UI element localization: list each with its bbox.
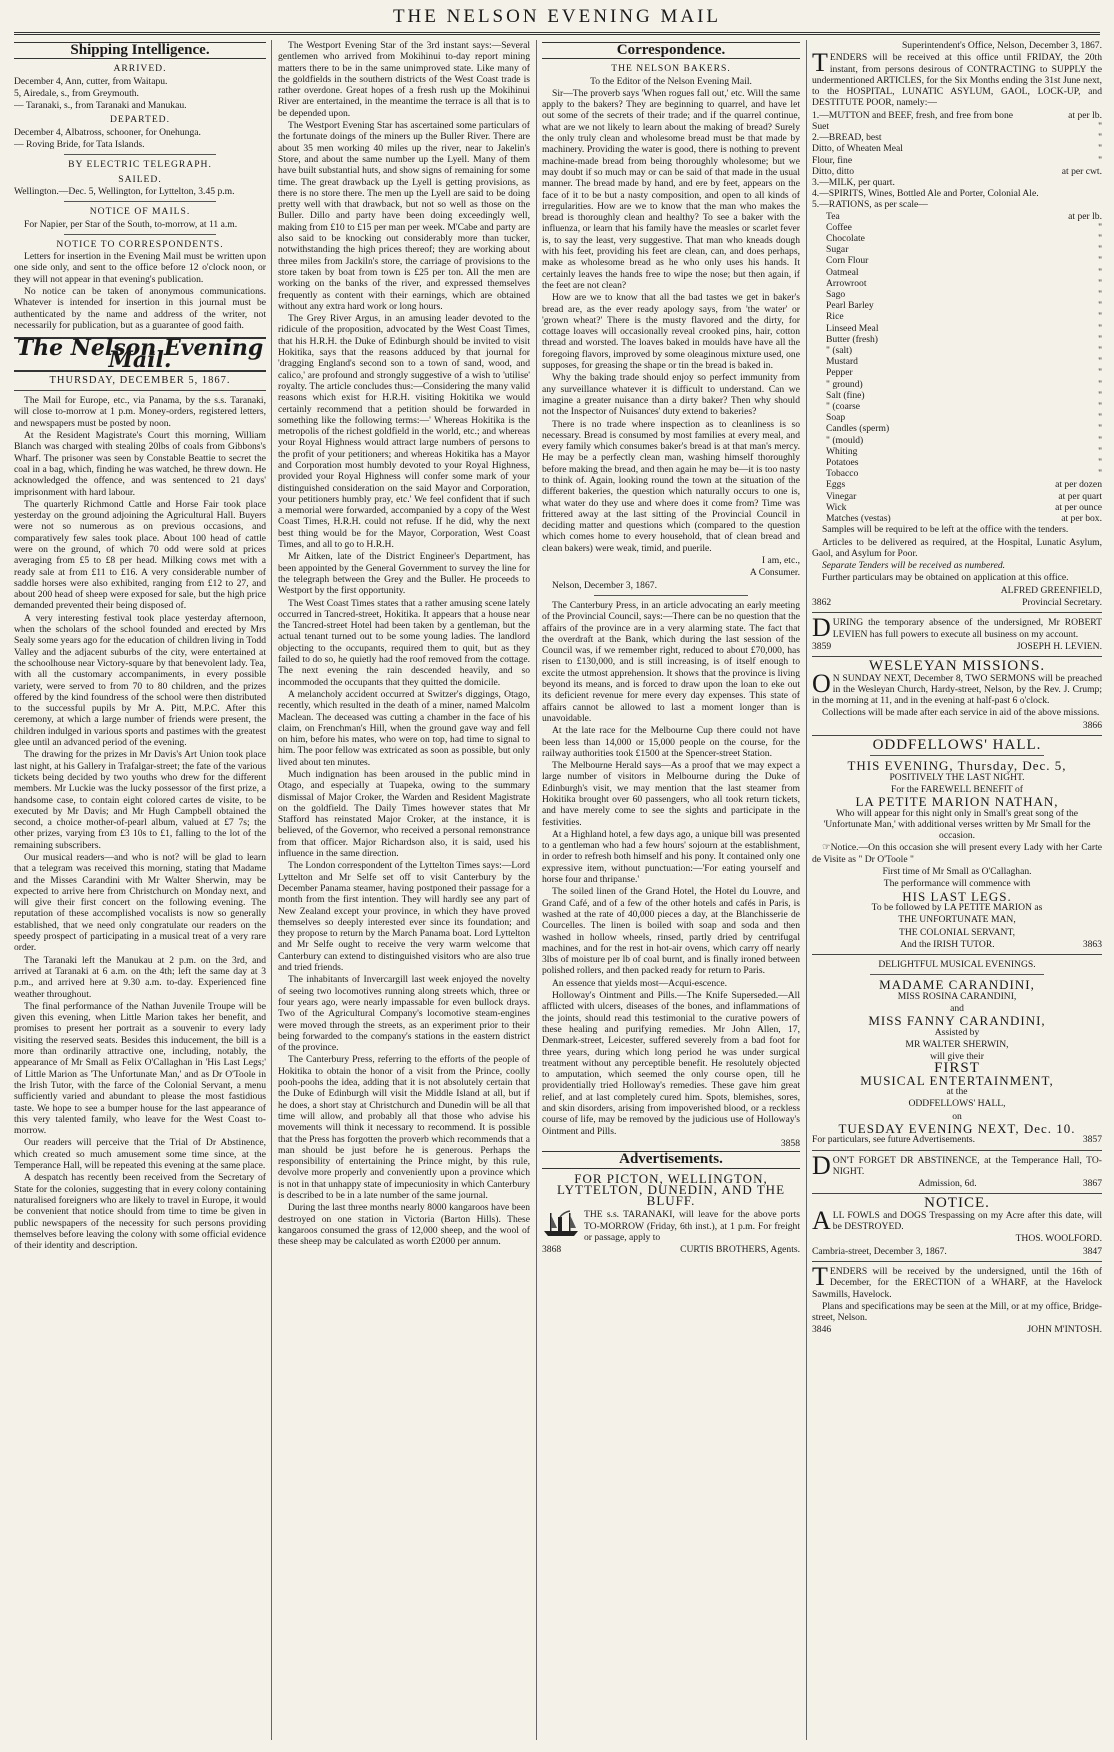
levien-notice: DURING the temporary absence of the undersigned, Mr ROBERT LEVIEN has full powers to execute all business on my account. (812, 613, 1102, 643)
shipping-heading: Shipping Intelligence. (14, 42, 266, 59)
column-divider (536, 40, 537, 1740)
tender-item-row (826, 513, 1102, 524)
divider (64, 154, 215, 155)
tender-intro: TENDERS will be received at this office until FRIDAY, the 20th instant, from persons desirous of CONTRACTING to SUPPLY the undermentioned ARTICLES, for the Six Months ending the 31st June next, to the HOSPITAL, LUNATIC ASYLUM, GAOL, LOCK-UP, and DESTITUTE POOR, namely:— (812, 48, 1102, 109)
tender-item-unit: " (1098, 132, 1102, 144)
tender-item-row (826, 300, 1102, 311)
taranaki-ad: THE s.s. TARANAKI, will leave for the above ports TO-MORROW (Friday, 6th inst.), at 1 p.m. For freight or passage, apply to (584, 1209, 800, 1243)
tender-item-name: 1.—MUTTON and BEEF, fresh, and free from bone (812, 109, 1014, 121)
news-paragraph: An essence that yields most—Acqui-escence. (552, 977, 728, 989)
wharf-notice: TENDERS will be received by the undersigned, until the 16th of December, for the ERECTION of a WHARF, at the Havelock Sawmills, Havelock. (812, 1261, 1102, 1300)
tender-item-row (826, 367, 1102, 378)
wesleyan-notice: Collections will be made after each service in aid of the above missions. (822, 707, 1100, 719)
masthead-rule (14, 32, 1100, 35)
news-paragraph: A despatch has recently been received from the Secretary of State for the colonies, suggesting that in every colony containing naturalised foreigners who are likely to travel in Europe, it would be convenient that notice should from time to time be given in public newspapers of the necessity for such persons providing themselves before leaving the colony with some official evidence of their identity and description. (14, 1172, 266, 1252)
column-2 (278, 40, 530, 1740)
abstinence-admission: Admission, 6d. (918, 1178, 977, 1190)
tender-item-unit: " (1098, 255, 1102, 267)
tender-item-row (826, 323, 1102, 334)
divider (812, 656, 1102, 657)
tender-item-name: Vinegar (826, 490, 857, 502)
arrival-entry: December 4, Ann, cutter, from Waitapu. (14, 75, 168, 87)
tender-item-name: Chocolate (826, 233, 865, 245)
tender-item-unit: at per cwt. (1061, 165, 1102, 177)
tender-item-name: Oatmeal (826, 266, 859, 278)
column-1 (14, 40, 266, 1740)
telegraph-heading: BY ELECTRIC TELEGRAPH. (68, 159, 212, 171)
paper-title: The Nelson Evening Mail. (14, 337, 266, 372)
arrived-heading: ARRIVED. (113, 63, 167, 75)
tender-item-row (826, 479, 1102, 490)
rations-table (826, 211, 1102, 525)
correspondents-notice: No notice can be taken of anonymous communications. Whatever is intended for insertion in this journal must be authenticated by the name and address of the writer, not necessarily for publication, but as a guarantee of good faith. (14, 286, 266, 331)
tender-item-name: Mustard (826, 356, 858, 368)
tender-item-unit (1058, 199, 1102, 210)
tender-item-unit: " (1098, 244, 1102, 256)
news-paragraph: The Canterbury Press, in an article advocating an early meeting of the Provincial Council, says:—There can be no question that the affairs of the province are in a very alarming state. The fact that the overdraft at the Bank, which during the last session of the Council was, if we remember right, reduced to about £70,000, has risen to £130,000, and is still increasing, is of itself enough to excite the utmost apprehension. It shows that the province is living beyond its means, and is forced to draw upon the loan to eke out its deficient revenue for mere every day expenses. This state of affairs cannot be allowed to last a moment longer than is unavoidable. (542, 599, 800, 724)
tender-item-row (826, 356, 1102, 367)
column-divider (806, 40, 807, 1740)
tender-item-unit: at per dozen (1055, 479, 1102, 491)
news-paragraph: The Westport Evening Star of the 3rd instant says:—Several gentlemen who arrived from Mokihinui to-day report mining matters there to be in the same unimproved state. Like many of the goldfields in the southern districts of the West Coast trade is rather overdone. Great hopes of a fresh rush up the Mokihinui River are entertained, in the meantime the terrace is all that is to be depended upon. (278, 40, 530, 119)
tender-item-name: Sago (826, 289, 846, 301)
tender-item-name: Suet (812, 120, 830, 132)
tender-item-name: Pearl Barley (826, 300, 874, 312)
tender-item-unit: " (1098, 434, 1102, 446)
divider (870, 974, 1044, 975)
letter-closing: I am, etc., (761, 555, 800, 567)
letter-signature: A Consumer. (749, 567, 800, 579)
oddfellows-line: POSITIVELY THE LAST NIGHT. (889, 771, 1025, 783)
tender-item-unit (1058, 177, 1102, 188)
dateline: THURSDAY, DECEMBER 5, 1867. (49, 374, 231, 386)
tender-item-unit: " (1098, 356, 1102, 368)
tender-item-name: Butter (fresh) (826, 333, 878, 345)
tender-item-unit: " (1098, 468, 1102, 480)
divider (14, 390, 266, 391)
tender-item-unit: " (1098, 378, 1102, 390)
tender-item-row (812, 177, 1102, 188)
tender-item-row (826, 446, 1102, 457)
news-paragraph: The final performance of the Nathan Juvenile Troupe will be given this evening, when Little Marion takes her benefit, and promises to present her portrait as a souvenir to every lady visiting the reserved seats. Besides this inducement, the bill is a more than ordinarily attractive one, including, notably, the appearance of Mr Small as Felix O'Callaghan in 'His Last Legs;' of Little Marion as 'The Unfortunate Man,' and as Dr O'Toole in the Irish Tutor, with the farce of the Colonial Servant, a menu sufficiently varied and abundant to please the most fastidious taste. We hope to see a bumper house for the last appearance of this very talented family, who leave for the West Coast to-morrow. (14, 1000, 266, 1137)
letter-title: THE NELSON BAKERS. (611, 63, 731, 75)
ad-number: 3858 (780, 1137, 800, 1149)
tender-signature-title: Provincial Secretary. (1022, 597, 1102, 609)
tender-item-unit: " (1098, 154, 1102, 166)
tender-item-name: 3.—MILK, per quart. (812, 177, 895, 188)
tender-item-unit: " (1098, 289, 1102, 301)
ad-number: 3862 (812, 597, 832, 609)
tender-item-unit: " (1098, 333, 1102, 345)
tender-item-name: Linseed Meal (826, 322, 879, 334)
news-paragraph: At a Highland hotel, a few days ago, a unique bill was presented to a gentleman who had a few hours' sojourn at the establishment, in order to refresh both himself and his pony. It contained only one expressive item, without punctuation:—'For eating yourself and horse four and thripanse.' (542, 828, 800, 886)
tender-note: Separate Tenders will be received as numbered. (822, 560, 1006, 572)
letter-place-date: Nelson, December 3, 1867. (552, 579, 657, 591)
musical-line: and (950, 1002, 964, 1014)
musical-line: FIRST (934, 1060, 980, 1077)
tender-item-unit: " (1098, 401, 1102, 413)
news-paragraph: A very interesting festival took place yesterday afternoon, when the scholars of the school founded and erected by Mrs Sealy some years ago for the education of children living in Todd Valley and the adjacent suburbs of the city, were entertained at the schoolhouse near Victory-square by that benevolent lady. Tea, with all the customary accompaniments, in every possible variety, were served to from 70 to 80 children, and the prizes offered by the kind foundress of the school were then distributed to the successful pupils by Mr A. Pitt, M.P.C. After this ceremony, at which a large number of friends were present, the children indulged in various sports and pastimes with the greatest glee until an advanced period of the evening. (14, 612, 266, 749)
musical-line: will give their (930, 1051, 984, 1063)
tender-item-unit: " (1098, 423, 1102, 435)
tender-item-row (826, 412, 1102, 423)
tender-item-name: Whiting (826, 445, 858, 457)
ad-number: 3857 (1082, 1134, 1102, 1146)
oddfellows-line: And the IRISH TUTOR. (900, 938, 995, 950)
tender-item-unit: " (1098, 311, 1102, 323)
tender-item-name: Eggs (826, 479, 846, 491)
tender-item-name: Tobacco (826, 468, 859, 480)
divider (812, 1193, 1102, 1194)
tender-note: Articles to be delivered as required, at the Hospital, Lunatic Asylum, Gaol, and Asylum for Poor. (812, 536, 1102, 559)
tender-item-unit: " (1098, 389, 1102, 401)
tender-item-name: Sugar (826, 244, 849, 256)
tender-item-unit: " (1098, 445, 1102, 457)
musical-line: TUESDAY EVENING NEXT, Dec. 10. (838, 1120, 1076, 1136)
news-paragraph: The inhabitants of Invercargill last week enjoyed the novelty of seeing two locomotives running along streets which, three or four years ago, were nearly impassable for even bullock drays. Two of the Agricultural Company's locomotive steam-engines were moved through the streets, as an experiment prior to their being forwarded to the company's stations in the eastern district of the province. (278, 974, 530, 1054)
musical-heading: DELIGHTFUL MUSICAL EVENINGS. (878, 959, 1036, 971)
oddfellows-line: To be followed by LA PETITE MARION as (871, 901, 1043, 913)
oddfellows-line: For the FAREWELL BENEFIT of (891, 783, 1023, 795)
news-paragraph: Mr Aitken, late of the District Engineer's Department, has been appointed by the General Government to survey the line for the telegraph between the Grey and the Buller. He proceeds to Westport by the first opportunity. (278, 551, 530, 597)
tender-item-row (826, 233, 1102, 244)
letter-paragraph: Sir—The proverb says 'When rogues fall out,' etc. Will the same apply to the bakers? They are beginning to quarrel, and have let out some of the secrets of their trade; and if the quarrel continue, what are we not likely to learn about the making of bread? Surely the only truly clean and wholesome bread must be that made by machinery. Providing the water is good, there is nothing to prevent machine-made bread from being thoroughly wholesome; but we may doubt if so much may or can be said of that made in the usual manner. The bread made by hand, and ere by feet, appears on the face of it to be but a nasty composition, and open to all kinds of irregularities. How are we to know that the man who makes the bread is thoroughly clean and healthy? To see a baker with the influenza, or learn that his family have the measles or scarlet fever is, to say the least, very suggestive. That man who kneads dough with his feet, providing his feet are clean, can, and does perhaps, make as wholesome bread as he who only uses his hands. It certainly leaves the hands free to wipe the nose; but then again, if the feet are not clean? (542, 87, 800, 291)
tender-item-name: Salt (fine) (826, 389, 865, 401)
tender-item-unit: at per ounce (1055, 501, 1102, 513)
tender-item-row (812, 132, 1102, 143)
ad-signature: JOSEPH H. LEVIEN. (1016, 640, 1102, 652)
departed-heading: DEPARTED. (109, 114, 171, 126)
wesleyan-notice: ON SUNDAY NEXT, December 8, TWO SERMONS will be preached in the Wesleyan Church, Hardy-street, Nelson, by the Rev. J. Crump; in the morning at 11, and in the evening at half-past 6 o'clock. (812, 668, 1102, 707)
oddfellows-notice: ☞Notice.—On this occasion she will present every Lady with her Carte de Visite as " Dr O'Toole " (812, 842, 1102, 865)
news-paragraph: A melancholy accident occurred at Switzer's diggings, Otago, recently, which resulted in the death of a miner, named Malcolm Maclean. The deceased was cutting a chamber in the face of his claim, on Frenchman's Hill, when the ground gave way and fell on him, before his mates, who were on top, had time to signal to him. The poor fellow was extricated as soon as possible, but only lived about ten minutes. (278, 688, 530, 768)
tender-item-name: 2.—BREAD, best (812, 132, 882, 144)
arrival-entry: 5, Airedale, s., from Greymouth. (14, 87, 139, 99)
oddfellows-line: The performance will commence with (883, 878, 1031, 890)
musical-line: For particulars, see future Advertisements. (812, 1134, 976, 1146)
ad-number: 3846 (812, 1324, 832, 1336)
tender-item-name: Rice (826, 311, 844, 323)
tender-items-table (812, 110, 1102, 211)
tender-item-row (826, 435, 1102, 446)
oddfellows-line: HIS LAST LEGS. (902, 888, 1012, 904)
letter-paragraph: Why the baking trade should enjoy so perfect immunity from any surveillance whatever it is difficult to understand. Can we imagine a greater nuisance than a dirty baker? Then why should not the Inspector of Nuisances' duty extend to bakeries? (542, 372, 800, 418)
divider (64, 201, 215, 202)
divider (812, 954, 1102, 955)
letter-paragraph: How are we to know that all the bad tastes we get in baker's bread are, as the ever ready apology says, from 'the water' or 'grown wheat?' There is the musty flavored and the dirty, for cottage loaves will occasionally reveal crooked pins, hair, cotton thread and worsted. The loaves baked in moulds have have all the foregoing flavors, improved by some oleaginous mixture used, one supposes, for greasing the shape or tin the bread is baked in. (542, 292, 800, 372)
tender-item-name: Coffee (826, 221, 852, 233)
news-paragraph: At the late race for the Melbourne Cup there could not have been less than 14,000 or 15,000 people on the course, for the railway authorities took £1500 at the Spencer-street Station. (542, 725, 800, 759)
masthead: THE NELSON EVENING MAIL (392, 6, 722, 27)
tender-item-row (826, 267, 1102, 278)
ad-number: 3868 (542, 1244, 562, 1256)
news-paragraph: The Canterbury Press, referring to the efforts of the people of Hokitika to obtain the honor of a visit from the Prince, coolly pooh-poohs the idea, adding that it is not absolutely certain that the Duke of Edinburgh will visit the Middle Island at all, but if he does, a short stay at Christchurch and Dunedin will be all that time will allow, and probably all that those who advise his movements will think it necessary to recommend. It is possible that the Press has forgotten the proverb which recommends that a man should be just before he is generous. Perhaps the responsibility of entertaining the Prince might, by this rule, devolve more properly and conveniently upon a province which is not in that unhappy state of impecuniosity in which Canterbury is described to be in a late number of the same journal. (278, 1054, 530, 1201)
tender-item-row (826, 311, 1102, 322)
departure-entry: — Roving Bride, for Tata Islands. (14, 139, 145, 151)
musical-line: MUSICAL ENTERTAINMENT, (860, 1072, 1054, 1088)
tender-item-unit: " (1098, 412, 1102, 424)
tender-item-unit: " (1098, 300, 1102, 312)
tender-item-row (812, 199, 1102, 210)
musical-line: MADAME CARANDINI, (879, 977, 1035, 993)
tender-item-name: Pepper (826, 367, 853, 379)
divider (812, 612, 1102, 613)
notice-text: ALL FOWLS and DOGS Trespassing on my Acre after this date, will be DESTROYED. (812, 1205, 1102, 1235)
oddfellows-heading: ODDFELLOWS' HALL. (872, 737, 1042, 754)
tender-item-unit: " (1098, 221, 1102, 233)
news-paragraph: The Mail for Europe, etc., via Panama, by the s.s. Taranaki, will close to-morrow at 1 p.m. Money-orders, registered letters, and newspapers must be posted by noon. (14, 395, 266, 429)
news-paragraph: The drawing for the prizes in Mr Davis's Art Union took place last night, at his Gallery in Trafalgar-street; the fate of the various tickets being decided by two youths who drew for the different members. Mr Luckie was the lucky possessor of the first prize, a handsome case, to contain eight colored cartes de visite, to be executed by Mr Davis; and Mr Hugh Campbell obtained the second, a choice mother-of-pearl album, valued at £7 7s; the other prizes, varying from £3 10s to £1, falling to the lot of the remaining subscribers. (14, 749, 266, 851)
news-paragraph: During the last three months nearly 8000 kangaroos have been destroyed on one station in Victoria (Barton Hills). These kangaroos consumed the grass of 12,000 sheep, and the wool of these sheep may be calculated as worth £2000 per annum. (278, 1202, 530, 1248)
tender-item-row (812, 143, 1102, 154)
correspondence-heading: Correspondence. (542, 42, 800, 59)
tender-item-name: " ground) (826, 378, 863, 390)
news-paragraph: The West Coast Times states that a rather amusing scene lately occurred in Tancred-street, Hokitika. It appears that a house near the Tancred-street Hotel had been taken by a gentleman, but the actual tenant turned out to be some young ladies. The landlord objecting to the occupants, required them to quit, but as they failed to do so, he quietly had the roof removed from the cottage. The next evening the rain descended heavily, and so incommoded the occupants that they quitted the domicile. (278, 597, 530, 688)
tender-item-name: Ditto, of Wheaten Meal (812, 143, 903, 155)
correspondents-heading: NOTICE TO CORRESPONDENTS. (56, 238, 224, 250)
steamship-icon (542, 1209, 580, 1239)
ad-signature: JOHN M'INTOSH. (1027, 1324, 1102, 1336)
news-paragraph: The Melbourne Herald says—As a proof that we may expect a large number of visitors in Melbourne during the Duke of Edinburgh's visit, we may mention that the last steamer from Hokitika brought over 60 passengers, who all took return tickets, and have merely come to see the sights and participate in the festivities. (542, 760, 800, 828)
wesleyan-heading: WESLEYAN MISSIONS. (868, 658, 1046, 675)
tender-item-row (826, 379, 1102, 390)
office-line: Superintendent's Office, Nelson, December 3, 1867. (901, 40, 1102, 51)
tender-item-unit: " (1098, 266, 1102, 278)
news-paragraph: The Grey River Argus, in an amusing leader devoted to the ridicule of the proposition, advocated by the West Coast Times, that his H.R.H. the Duke of Edinburgh should be invited to visit Hokitika, says that the reasons adduced by that journal for 'dragging England's second son to a town of sand, wood, and calico,' are profound and strongly suggestive of a wish to 'utilise' royalty. The article concludes thus:—Considering the many valid reasons which exist for H.R.H. visiting Hokitika we would certainly recommend that a petition should be forwarded in something like the following terms:—' Whereas Hokitika is the metropolis of the richest goldfield in the world, etc.; and whereas your Royal Highness would attract large numbers of persons to the profit of your petitioners; and whereas Hokitika has a Mayor and Corporation most humbly devoted to your Royal Highness, provided your Royal Highness will confer some mark of your distinguished consideration on the said Mayor and Corporation, your petitioners humbly pray, etc.' We feel confident that if such a memorial were forwarded, accompanied by a copy of the West Coast Times, H.R.H. could not refuse. If he did, why the next best thing would be for the Mayor, Corporation, West Coast Times, and all to go to H.R.H. (278, 313, 530, 551)
tender-item-row (826, 468, 1102, 479)
tender-item-row (826, 401, 1102, 412)
mails-notice: For Napier, per Star of the South, to-morrow, at 11 a.m. (24, 218, 238, 230)
column-4 (812, 40, 1102, 1740)
oddfellows-line: LA PETITE MARION NATHAN, (855, 794, 1059, 810)
mails-heading: NOTICE OF MAILS. (89, 206, 191, 218)
news-paragraph: The soiled linen of the Grand Hotel, the Hotel du Louvre, and Grand Café, and of a few of the other hotels and cafés in Paris, is washed at the rate of 40,000 pieces a day, at the Blanchisserie de Courcelles. The linen is boiled with soap and soda and then washed in hollow wheels, rinsed, partly dried by centrifugal machines, and for the rest in hot-air ovens, which carry off nearly 3lbs of moisture per lb of coal burnt, and is finally ironed between polished rollers, and then packed ready for return to Paris. (542, 886, 800, 977)
news-paragraph: Much indignation has been aroused in the public mind in Otago, and especially at Tuapeka, owing to the summary dismissal of Major Croker, the Warden and Resident Magistrate on the goldfield. The Daily Times however states that Mr Stafford has reinstated Major Croker, at the instance, it is believed, of the Governor, who received a personal remonstrance from that officer. Major Richardson also, it is said, used his influence in the same direction. (278, 769, 530, 860)
abstinence-notice: DON'T FORGET DR ABSTINENCE, at the Temperance Hall, TO-NIGHT. (812, 1150, 1102, 1180)
tender-item-unit: " (1098, 322, 1102, 334)
divider (594, 595, 749, 596)
tender-item-name: Ditto, ditto (812, 165, 855, 177)
tender-item-unit: at per lb. (1068, 210, 1102, 222)
tender-item-row (826, 222, 1102, 233)
tender-item-name: Matches (vestas) (826, 513, 891, 525)
tender-item-row (812, 166, 1102, 177)
musical-line: MISS ROSINA CARANDINI, (897, 990, 1017, 1002)
news-paragraph: The Taranaki left the Manukau at 2 p.m. on the 3rd, and arrived at Taranaki at 6 a.m. on the 4th; left the same day at 3 p.m., and arrived here at 9.30 a.m. to-day. Experienced fine weather throughout. (14, 954, 266, 1000)
sailed-entry: Wellington.—Dec. 5, Wellington, for Lyttelton, 3.45 p.m. (14, 185, 235, 197)
tender-item-name: Tea (826, 210, 840, 222)
tender-item-unit: at per lb. (1068, 109, 1102, 121)
tender-item-name: Arrowroot (826, 277, 867, 289)
wharf-notice: Plans and specifications may be seen at the Mill, or at my office, Bridge-street, Nelson. (812, 1300, 1102, 1324)
tender-item-name: Corn Flour (826, 255, 869, 267)
tender-item-name: Candles (sperm) (826, 423, 890, 435)
musical-line: ODDFELLOWS' HALL, (908, 1098, 1006, 1110)
ad-number: 3866 (1082, 719, 1102, 731)
divider (812, 1261, 1102, 1262)
divider (64, 234, 215, 235)
tender-item-row (826, 255, 1102, 266)
tender-item-unit: " (1098, 120, 1102, 132)
tender-item-row (826, 390, 1102, 401)
tender-item-row (826, 244, 1102, 255)
sailed-heading: SAILED. (118, 173, 162, 185)
musical-line: at the (946, 1086, 968, 1098)
tender-item-unit: " (1098, 277, 1102, 289)
tender-item-unit: at per box. (1061, 513, 1102, 525)
ad-signature: CURTIS BROTHERS, Agents. (680, 1244, 800, 1256)
ad-number: 3847 (1082, 1245, 1102, 1257)
tender-item-name: 4.—SPIRITS, Wines, Bottled Ale and Porter, Colonial Ale. (812, 188, 1039, 200)
tender-item-row (826, 289, 1102, 300)
column-divider (271, 40, 272, 1740)
musical-line: MISS FANNY CARANDINI, (868, 1013, 1046, 1029)
tender-item-name: Potatoes (826, 457, 859, 469)
tender-item-row (812, 188, 1102, 199)
musical-line: Assisted by (934, 1026, 980, 1038)
correspondents-notice: Letters for insertion in the Evening Mail must be written upon one side only, and sent to the office before 12 o'clock noon, or they will not appear in that evening's publication. (14, 251, 266, 285)
tender-note: Further particulars may be obtained on application at this office. (822, 572, 1069, 584)
tender-item-unit: " (1098, 457, 1102, 469)
tender-item-row (826, 278, 1102, 289)
advertisements-heading: Advertisements. (542, 1151, 800, 1168)
oddfellows-line: THE UNFORTUNATE MAN, (898, 914, 1016, 926)
news-paragraph: Our musical readers—and who is not? will be glad to learn that a telegram was received this morning, stating that Madame and the Misses Carandini with Mr Walter Sherwin, may be expected to arrive here from Christchurch on Monday next, and will give their first concert on the following evening. The reputation of these accomplished vocalists is now so generally established, that we need only congratulate our readers on the speedy prospect of participating in a musical treat of a very rare order. (14, 852, 266, 954)
musical-line: MR WALTER SHERWIN, (905, 1038, 1009, 1050)
musical-line: on (952, 1110, 962, 1122)
tender-item-name: " (coarse (826, 401, 861, 413)
tender-item-name: Wick (826, 501, 847, 513)
notice-place: Cambria-street, December 3, 1867. (812, 1245, 947, 1257)
tender-item-row (826, 491, 1102, 502)
tender-item-unit: " (1098, 143, 1102, 155)
oddfellows-line: First time of Mr Small as O'Callaghan. (882, 866, 1032, 878)
news-paragraph: Our readers will perceive that the Trial of Dr Abstinence, which created so much amusement some time since, at the Temperance Hall, will be repeated this evening at the same place. (14, 1137, 266, 1172)
tender-item-row (826, 502, 1102, 513)
news-paragraph: The Westport Evening Star has ascertained some particulars of the fortunate doings of the miners up the Buller River. There are about 35 men working 40 miles up the river, near to Jakelin's Store, and about the same number up the Lyell. Many of them have built substantial huts, and show signs of remaining for some time. The great drawback up the Lyell is getting provisions, as there is no store there. The men up the Lyell are said to be doing pretty well with that drawback, but not so well as those on the Buller. Dillo and party have been doing exceedingly well, making from £10 to £15 per man per week. M'Cabe and party are also said to be knocking out considerably more than tucker, notwithstanding the high prices thereof; they are working about three miles from Jackiln's store, the carriage of provisions to the store taken by boat from town is £25 per ton. All the men are working on the banks of the river, and expressed themselves frequently as content with their earnings, which are obtained without any extra hard work or long hours. (278, 120, 530, 312)
column-3 (542, 40, 800, 1740)
tender-item-name: Soap (826, 412, 846, 424)
tender-item-row (826, 334, 1102, 345)
letter-salutation: To the Editor of the Nelson Evening Mail. (590, 75, 752, 87)
picton-heading: FOR PICTON, WELLINGTON, LYTTELTON, DUNEDIN, AND THE BLUFF. (556, 1170, 786, 1209)
tender-item-row (826, 457, 1102, 468)
news-paragraph: The London correspondent of the Lyttelton Times says:—Lord Lyttelton and Mr Selfe set off to visit Canterbury by the December Panama steamer, having postponed their passage for a month from the first intention. They will hardly see any part of New Zealand except your province, in which they have proved themselves so deeply interested ever since its foundation; and they propose to return by the March Panama boat. Lord Lyttelton and Mr Selfe ought to receive the very warm welcome that Canterbury can extend to distinguished visitors who are also true and tried friends. (278, 860, 530, 974)
news-paragraph: At the Resident Magistrate's Court this morning, William Blanch was charged with stealing 20lbs of coals from Gibbons's Wharf. The prisoner was seen by Constable Beattie to secret the coal in a bag, which, finding he was watched, he threw down. He acknowledged the offence, and was sentenced to 21 days' imprisonment with hard labour. (14, 430, 266, 498)
oddfellows-line: Who will appear for this night only in Small's great song of the 'Unfortunate Man,' with additional verses written by Mr Small for the occasion. (823, 807, 1091, 842)
news-paragraph: Holloway's Ointment and Pills.—The Knife Superseded.—All afflicted with ulcers, diseases of the bones, and inflammations of the joints, should read this testimonial to the curative powers of these healing and purifying remedies. Mr John Allen, 17, Denmark-street, Leicester, suffered severely from a bad foot for three years, during which long period he was under surgical treatment without any perceptible benefit. He resolutely objected to amputation, which seemed the only course open, till he providentially tried Holloway's remedies. These gave him great relief, and at last completely cured him. Spots, blemishes, sores, and skin disorders, arising from impoverished blood, or a reckless course of life, may be removed by the judicious use of Holloway's Ointment and Pills. (542, 990, 800, 1137)
tender-item-row (812, 110, 1102, 121)
arrival-entry: — Taranaki, s., from Taranaki and Manukau. (14, 100, 187, 112)
tender-item-row (826, 345, 1102, 356)
oddfellows-line: THE COLONIAL SERVANT, (898, 926, 1016, 938)
tender-item-unit: " (1098, 345, 1102, 357)
notice-heading: NOTICE. (924, 1195, 990, 1212)
letter-paragraph: There is no trade where inspection as to cleanliness is so necessary. Bread is consumed by most families at every meal, and every family which consumes baker's bread is at that man's mercy. He may be a perfectly clean man, washing himself thoroughly before making the bread, and then again he may be—it is too nasty to think of. Again, looking round the town at the situation of the different bakeries, the question which naturally occurs to one is, what water do they use and where does it come from? Time was frittered away at the last sitting of the Provincial Council in deciding matter and questions which (compared to the question which comes home to every household, that of clean bread and clean bakers) were weak, timid, and puerile. (542, 418, 800, 554)
tender-item-unit: " (1098, 367, 1102, 379)
tender-item-name: " (salt) (826, 345, 853, 357)
tender-item-unit: " (1098, 233, 1102, 245)
departure-entry: December 4, Albatross, schooner, for Onehunga. (14, 126, 201, 138)
tender-item-unit: at per quart (1058, 490, 1102, 502)
tender-item-name: " (mould) (826, 434, 864, 446)
tender-signature: ALFRED GREENFIELD, (1000, 584, 1102, 596)
tender-item-row (826, 423, 1102, 434)
tender-item-row (826, 211, 1102, 222)
ad-number: 3867 (1082, 1178, 1102, 1190)
tender-item-name: 5.—RATIONS, as per scale— (812, 199, 928, 211)
tender-item-name: Flour, fine (812, 154, 853, 166)
tender-item-unit (1058, 188, 1102, 199)
divider (812, 735, 1102, 736)
divider (870, 755, 1044, 756)
notice-signature: THOS. WOOLFORD. (1015, 1233, 1102, 1245)
news-paragraph: The quarterly Richmond Cattle and Horse Fair took place yesterday on the ground adjoining the Agricultural Hall. Buyers were not so numerous as on previous occasions, and comparatively few sales took place. About 100 head of cattle were on the ground, of which 70 odd were sold at prices averaging from £5 to £8 per head. Milking cows met with a ready sale at from £11 to £16. A very considerable number of saddle horses were also exhibited, ranging from £12 to 27, and about 200 head of sheep were exposed for sale, but the high price demanded prevented their being disposed of. (14, 498, 266, 612)
ad-number: 3863 (1082, 938, 1102, 950)
tender-item-row (812, 155, 1102, 166)
tender-note: Samples will be required to be left at the office with the tenders. (822, 524, 1069, 536)
ad-number: 3859 (812, 640, 832, 652)
oddfellows-line: THIS EVENING, Thursday, Dec. 5, (847, 758, 1067, 774)
divider (812, 1150, 1102, 1151)
tender-item-row (812, 121, 1102, 132)
